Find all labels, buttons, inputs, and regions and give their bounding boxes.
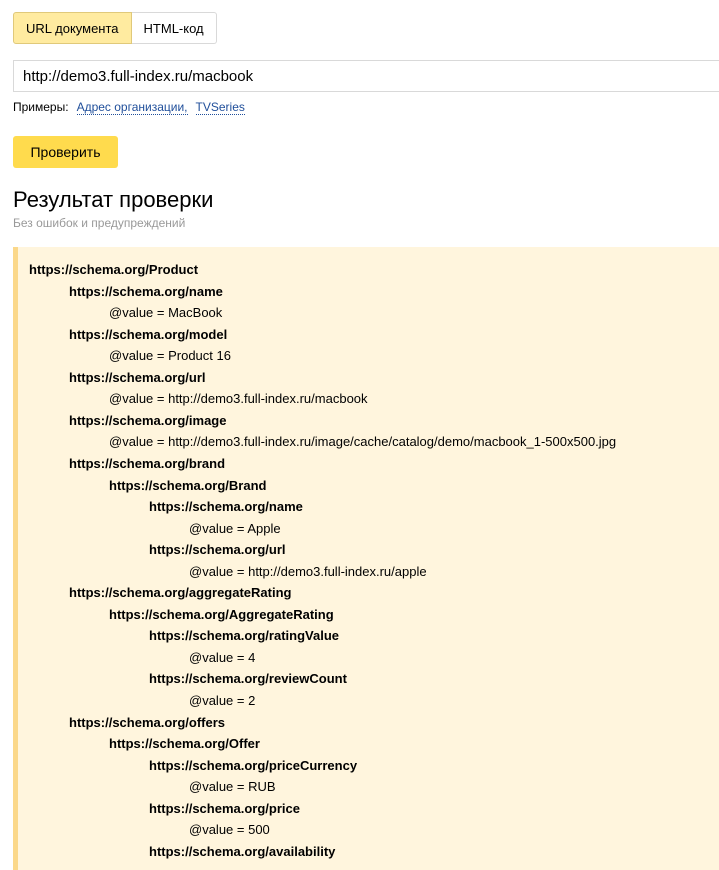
tree-property: https://schema.org/image (69, 412, 227, 428)
tree-property: https://schema.org/name (149, 499, 303, 515)
tree-value: @value = Product 16 (109, 348, 231, 364)
check-button[interactable]: Проверить (13, 136, 118, 168)
tree-value: @value = http://demo3.full-index.ru/macbook (109, 391, 368, 407)
tree-property: https://schema.org/url (69, 369, 206, 385)
tree-value: @value = Apple (189, 520, 281, 536)
tree-type: https://schema.org/Brand (109, 477, 267, 493)
tree-property: https://schema.org/availability (149, 843, 336, 859)
tree-property: https://schema.org/brand (69, 455, 226, 471)
source-tabs (13, 12, 217, 44)
tree-value: @value = 2 (189, 693, 256, 708)
tree-property: https://schema.org/url (149, 542, 286, 558)
tree-property: https://schema.org/reviewCount (149, 671, 347, 687)
tree-type: https://schema.org/Product (29, 262, 199, 277)
tab-html[interactable]: HTML-код (132, 12, 217, 44)
tree-value: @value = http://demo3.full-index.ru/image/cache/catalog/demo/macbook_1-500x500.jpg (109, 434, 617, 450)
tree-property: https://schema.org/ratingValue (149, 628, 339, 644)
tree-property: https://schema.org/name (69, 283, 223, 299)
tree-property: https://schema.org/priceCurrency (149, 757, 358, 773)
tree-value: @value = 4 (189, 649, 256, 665)
tree-property: https://schema.org/price (149, 800, 300, 816)
tree-value: @value = RUB (189, 779, 276, 795)
example-link-organization[interactable]: Адрес организации, (76, 100, 188, 114)
result-subtitle: Без ошибок и предупреждений (13, 216, 186, 230)
tab-url[interactable]: URL документа (13, 12, 132, 44)
tree-type: https://schema.org/AggregateRating (109, 606, 334, 622)
example-link-tvseries[interactable]: TVSeries (195, 100, 245, 114)
url-input[interactable] (13, 60, 719, 92)
examples (13, 100, 245, 115)
tree-value: @value = http://demo3.full-index.ru/apple (189, 563, 427, 579)
tree-property: https://schema.org/model (69, 326, 228, 342)
result-title: Результат проверки (13, 187, 214, 212)
tree-value: @value = 500 (189, 822, 270, 838)
tree-property: https://schema.org/aggregateRating (69, 585, 292, 601)
tree-type: https://schema.org/Offer (109, 736, 260, 752)
tree-value: @value = MacBook (109, 305, 223, 321)
result-tree (13, 247, 719, 870)
examples-label: Примеры: (13, 100, 69, 114)
tree-property: https://schema.org/offers (69, 714, 226, 730)
